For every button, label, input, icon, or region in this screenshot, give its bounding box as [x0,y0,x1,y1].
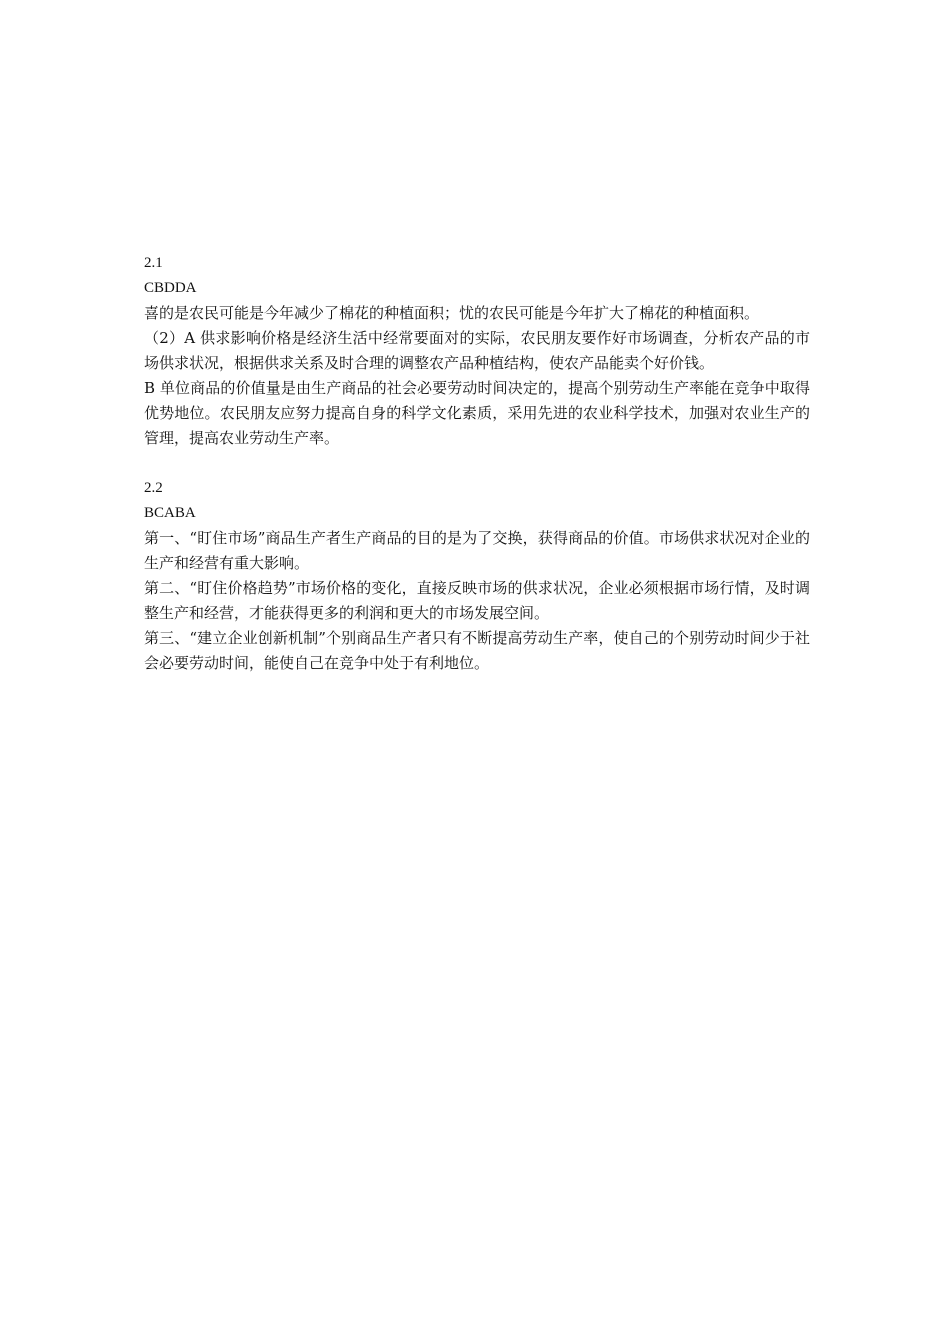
paragraph: 喜的是农民可能是今年减少了棉花的种植面积；忧的农民可能是今年扩大了棉花的种植面积。 [144,304,760,322]
section-2-2 [144,476,810,676]
answer-key: CBDDA [144,280,197,296]
section-2-1 [144,251,810,451]
paragraph: （2）A 供求影响价格是经济生活中经常要面对的实际，农民朋友要作好市场调查，分析农产品的市场供求状况，根据供求关系及时合理的调整农产品种植结构，使农产品能卖个好价钱。 [144,329,810,372]
paragraph: 第一、“盯住市场”商品生产者生产商品的目的是为了交换，获得商品的价值。市场供求状况对企业的生产和经营有重大影响。 [144,529,810,572]
section-heading: 2.1 [144,255,163,271]
document-body [144,251,810,676]
paragraph: B 单位商品的价值量是由生产商品的社会必要劳动时间决定的，提高个别劳动生产率能在竞争中取得优势地位。农民朋友应努力提高自身的科学文化素质，采用先进的农业科学技术，加强对农业生产的管理，提高农业劳动生产率。 [144,379,810,447]
paragraph: 第二、“盯住价格趋势”市场价格的变化，直接反映市场的供求状况，企业必须根据市场行情，及时调整生产和经营，才能获得更多的利润和更大的市场发展空间。 [144,579,810,622]
answer-key: BCABA [144,505,196,521]
paragraph: 第三、“建立企业创新机制”个别商品生产者只有不断提高劳动生产率，使自己的个别劳动时间少于社会必要劳动时间，能使自己在竞争中处于有利地位。 [144,629,810,672]
section-heading: 2.2 [144,480,163,496]
